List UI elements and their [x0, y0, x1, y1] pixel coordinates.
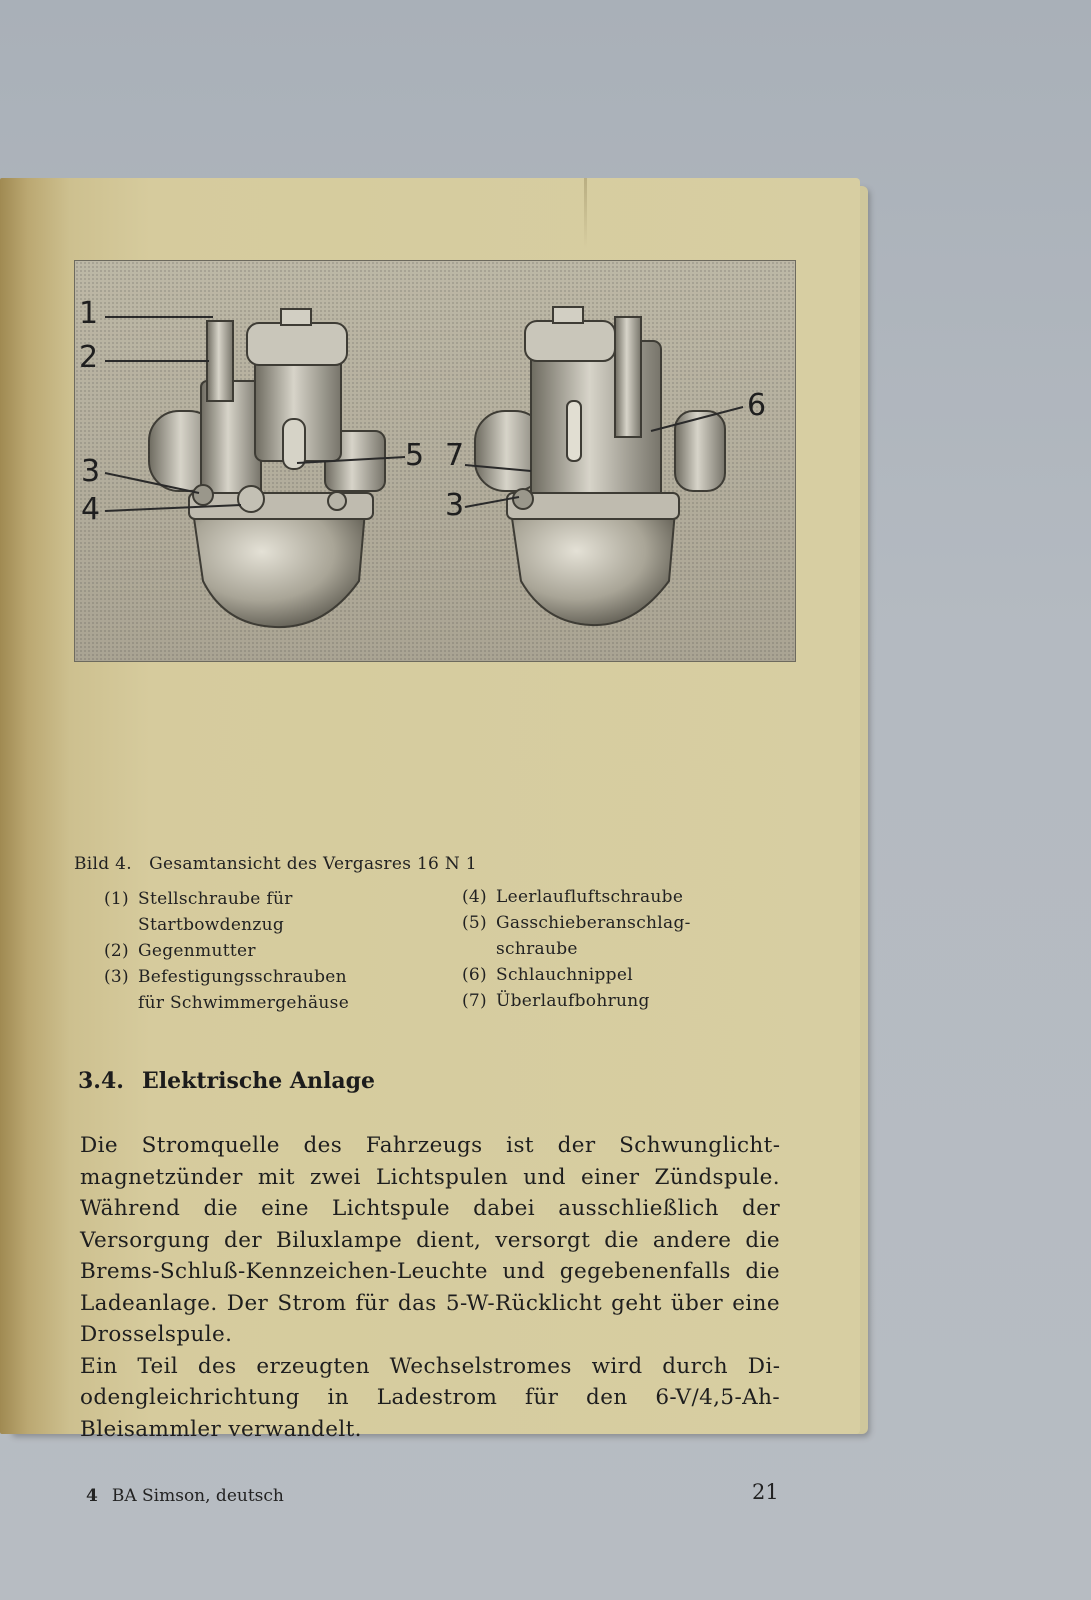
- legend-text: [496, 910, 691, 962]
- legend-right: [462, 884, 782, 1014]
- legend-item: [462, 962, 782, 988]
- legend-item: [462, 910, 782, 962]
- legend-number: (5): [462, 913, 487, 933]
- legend-line: Stellschraube für: [138, 889, 293, 909]
- caption-text: Gesamtansicht des Vergasres 16 N 1: [149, 854, 477, 874]
- body-paragraph-1: Die Stromquelle des Fahrzeugs ist der Schwunglichtmagnetzünder mit zwei Lichtspulen und einer Zündspule. Während die eine Lichtspule dabei ausschließlich der Versorgung der Biluxlampe dient, versorgt die andere die Brems-Schluß-Kennzeichen-Leuchte und gegebenenfalls die Ladeanlage. Der Strom für das 5-W-Rücklicht geht über eine Drosselspule.: [80, 1133, 780, 1347]
- callout-1: 1: [79, 296, 99, 331]
- callout-5: 5: [405, 438, 425, 473]
- callout-4: 4: [81, 492, 101, 527]
- book-page: [0, 178, 860, 1506]
- figure-caption: [74, 854, 477, 874]
- legend-text: [138, 886, 293, 938]
- carburetor-illustration: [75, 261, 795, 661]
- legend-number: (4): [462, 887, 487, 907]
- section-number: 3.4.: [78, 1068, 124, 1094]
- legend-number: (6): [462, 965, 487, 985]
- legend-text: [138, 964, 349, 1016]
- body-paragraph-2: Ein Teil des erzeugten Wechselstromes wird durch Diodengleichrichtung in Ladestrom für den 6-V/4,5-Ah-Bleisammler verwandelt.: [80, 1353, 780, 1442]
- legend-line: Befestigungsschrauben: [138, 967, 347, 987]
- carburetor-left: [105, 309, 405, 627]
- legend-item: [104, 964, 444, 1016]
- legend-item: [104, 938, 444, 964]
- legend-number: (7): [462, 991, 487, 1011]
- carburetor-right: [465, 307, 743, 625]
- publication-name: BA Simson, deutsch: [111, 1486, 284, 1506]
- printer-signature: 4: [86, 1486, 98, 1506]
- page-footer: [86, 1486, 284, 1506]
- callout-3-right: 3: [445, 488, 465, 523]
- legend-number: (3): [104, 967, 129, 987]
- legend-item: [104, 886, 444, 938]
- legend-text: Schlauchnippel: [496, 965, 633, 985]
- legend-number: (1): [104, 889, 129, 909]
- legend-line: Startbowdenzug: [138, 915, 285, 935]
- callout-6: 6: [747, 388, 767, 423]
- callout-2: 2: [79, 340, 99, 375]
- legend-text: Gegenmutter: [138, 941, 256, 961]
- legend-text: Überlaufbohrung: [496, 991, 650, 1011]
- page-number: 21: [752, 1480, 779, 1504]
- section-title: Elektrische Anlage: [142, 1068, 375, 1094]
- section-heading: [78, 1068, 375, 1094]
- legend-line: für Schwimmergehäuse: [138, 993, 350, 1013]
- body-text: [80, 1130, 780, 1445]
- callout-7: 7: [445, 438, 465, 473]
- legend-number: (2): [104, 941, 129, 961]
- legend-text: Leerlaufluftschraube: [496, 887, 684, 907]
- legend-left: [104, 886, 444, 1016]
- legend-item: [462, 988, 782, 1014]
- carburetor-figure: [74, 260, 796, 662]
- legend-item: [462, 884, 782, 910]
- legend-line: Gasschieberanschlag-: [496, 913, 691, 933]
- caption-label: Bild 4.: [74, 854, 132, 874]
- page-tear: [584, 178, 587, 248]
- booklet: [0, 178, 868, 1506]
- callout-3: 3: [81, 454, 101, 489]
- legend-line: schraube: [496, 939, 578, 959]
